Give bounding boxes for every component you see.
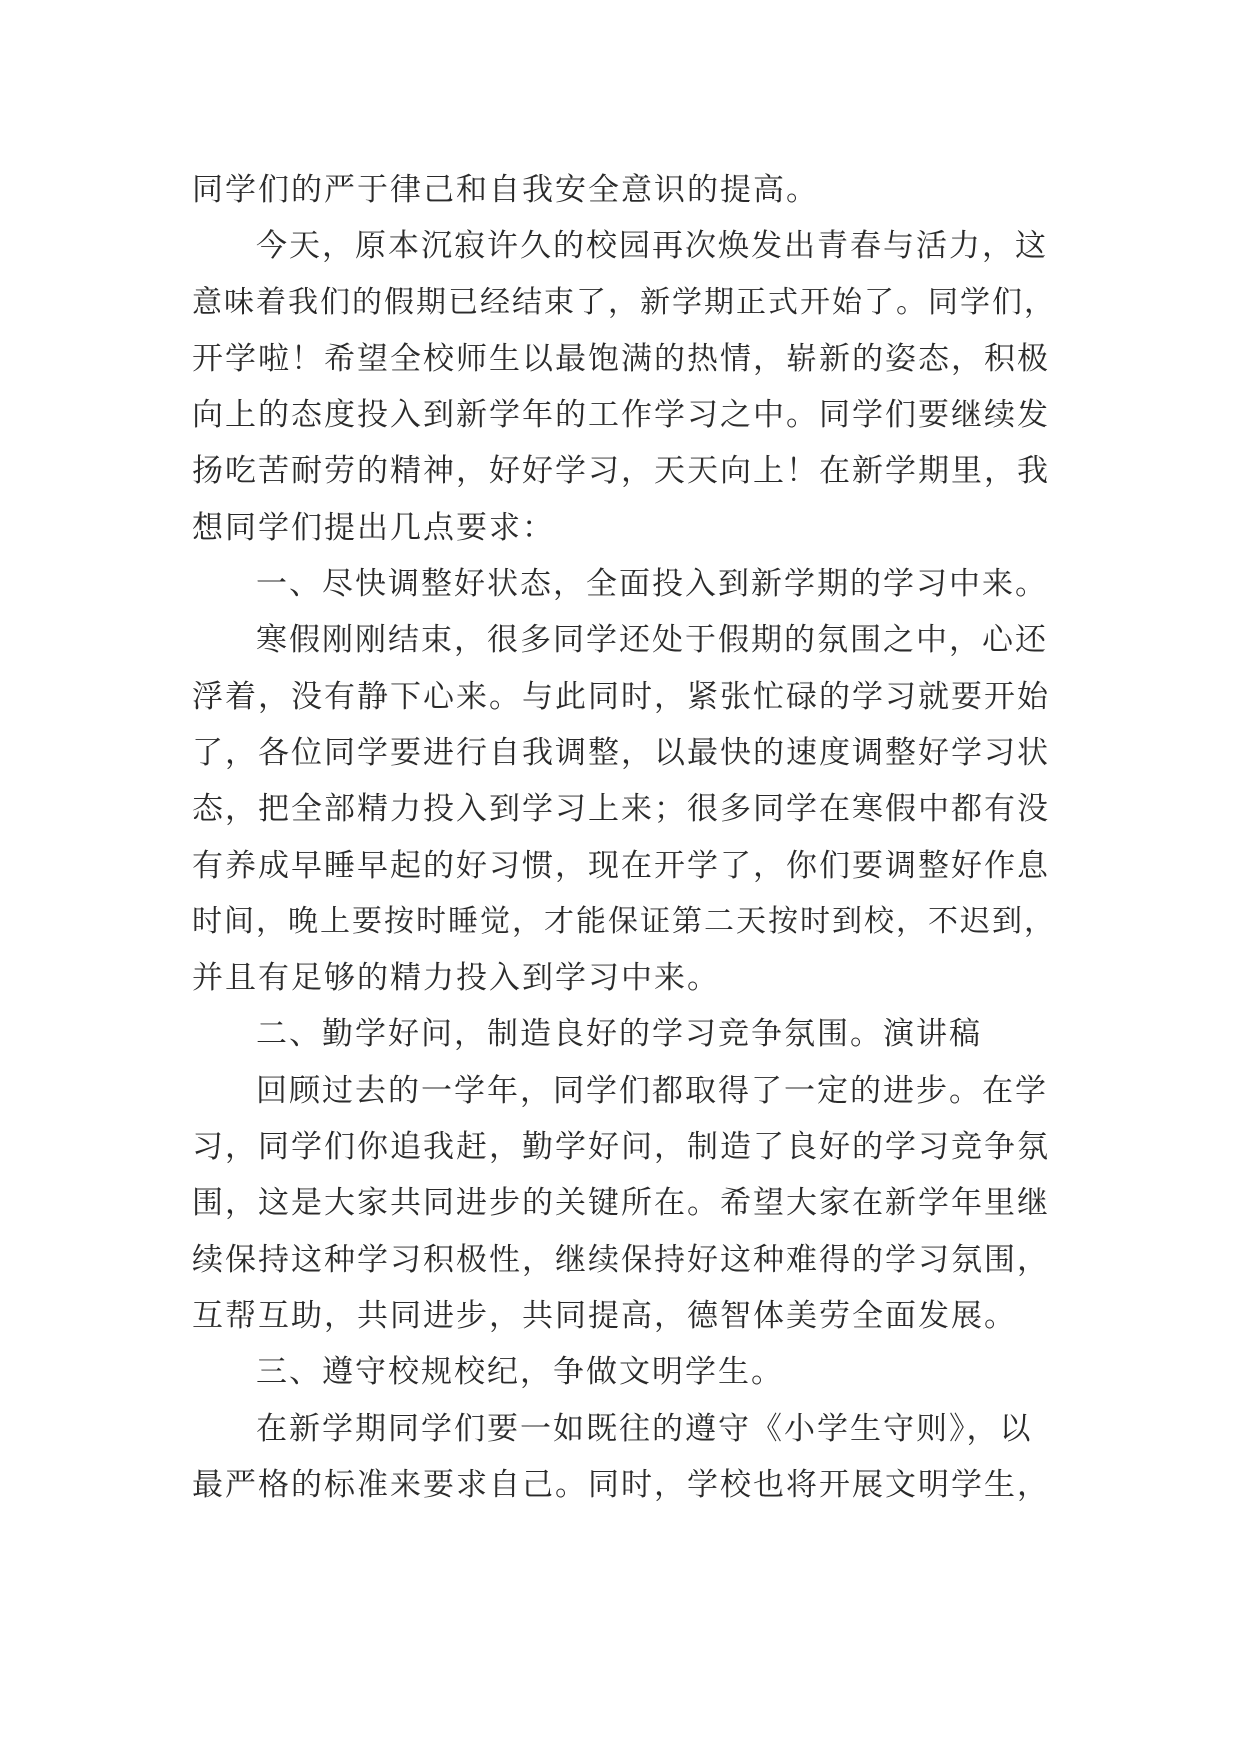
text-line-20: 续保持这种学习积极性，继续保持好这种难得的学习氛围， [192, 1241, 1050, 1278]
text-line-17: 回顾过去的一学年，同学们都取得了一定的进步。在学 [256, 1072, 1048, 1109]
text-line-9: 寒假刚刚结束，很多同学还处于假期的氛围之中，心还 [256, 622, 1048, 659]
text-line-3: 意味着我们的假期已经结束了，新学期正式开始了。同学们， [192, 284, 1056, 320]
text-line-6: 扬吃苦耐劳的精神，好好学习，天天向上！在新学期里，我 [192, 453, 1050, 490]
text-line-21: 互帮互助，共同进步，共同提高，德智体美劳全面发展。 [192, 1297, 1017, 1334]
text-line-1: 同学们的严于律己和自我安全意识的提高。 [192, 172, 819, 208]
text-line-24: 最严格的标准来要求自己。同时，学校也将开展文明学生， [192, 1466, 1050, 1503]
text-line-12: 态，把全部精力投入到学习上来；很多同学在寒假中都有没 [192, 791, 1050, 828]
text-line-13: 有养成早睡早起的好习惯，现在开学了，你们要调整好作息 [192, 847, 1050, 884]
text-line-10: 浮着，没有静下心来。与此同时，紧张忙碌的学习就要开始 [192, 678, 1050, 715]
text-line-7: 想同学们提出几点要求： [192, 509, 555, 546]
section-heading-1: 一、尽快调整好状态，全面投入到新学期的学习中来。 [256, 566, 1048, 603]
text-line-2: 今天，原本沉寂许久的校园再次焕发出青春与活力，这 [256, 228, 1048, 265]
text-line-11: 了，各位同学要进行自我调整，以最快的速度调整好学习状 [192, 734, 1050, 771]
text-line-18: 习，同学们你追我赶，勤学好问，制造了良好的学习竞争氛 [192, 1129, 1050, 1166]
section-heading-2: 二、勤学好问，制造良好的学习竞争氛围。演讲稿 [256, 1016, 982, 1053]
section-heading-3: 三、遵守校规校纪，争做文明学生。 [256, 1354, 784, 1391]
text-line-19: 围，这是大家共同进步的关键所在。希望大家在新学年里继 [192, 1185, 1050, 1222]
text-line-5: 向上的态度投入到新学年的工作学习之中。同学们要继续发 [192, 397, 1050, 434]
text-line-4: 开学啦！希望全校师生以最饱满的热情，崭新的姿态，积极 [192, 340, 1050, 377]
document-body [192, 162, 1060, 1513]
text-line-14: 时间，晚上要按时睡觉，才能保证第二天按时到校，不迟到， [192, 903, 1056, 939]
text-line-23: 在新学期同学们要一如既往的遵守《小学生守则》，以 [256, 1410, 1033, 1447]
text-line-15: 并且有足够的精力投入到学习中来。 [192, 960, 720, 997]
